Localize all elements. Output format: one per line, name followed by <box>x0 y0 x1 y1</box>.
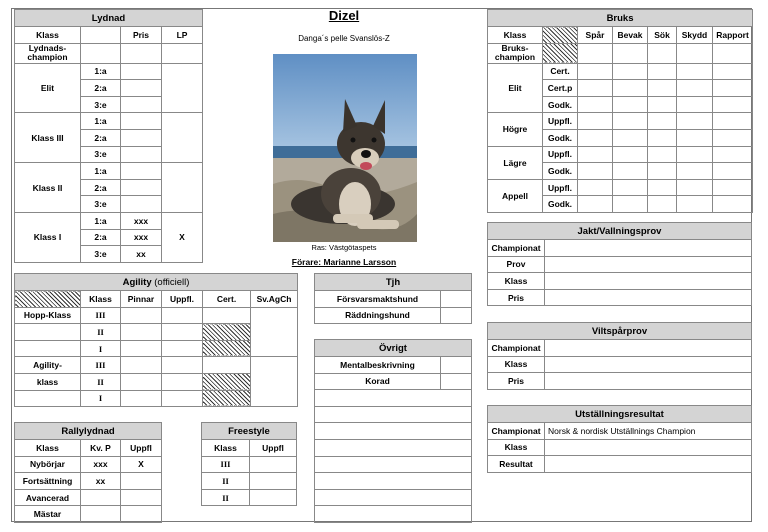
price-cell: xxx <box>121 229 162 246</box>
bruks-header-spar: Spår <box>578 27 613 44</box>
lydnad-header-klass: Klass <box>15 27 81 44</box>
ovrigt-row-korad: Korad <box>315 373 441 390</box>
bruks-header-sok: Sök <box>648 27 677 44</box>
price-cell <box>121 129 162 146</box>
level-label: II <box>202 489 250 506</box>
jakt-row-prov: Prov <box>488 256 545 273</box>
rally-row-label: Mästar <box>15 506 81 523</box>
rally-title: Rallylydnad <box>15 423 162 440</box>
freestyle-header-uppfl: Uppfl <box>250 440 297 457</box>
agility-title-text: Agility <box>122 276 152 288</box>
bruks-class-lagre: Lägre <box>488 146 543 179</box>
bruks-title: Bruks <box>488 10 753 27</box>
bruks-row-label: Cert. <box>543 63 578 80</box>
lydnad-champion-label: Lydnads- champion <box>15 43 81 63</box>
dog-handler: Förare: Marianne Larsson <box>291 257 397 267</box>
utstallning-title: Utställningsresultat <box>488 406 752 423</box>
bruks-row-label: Uppfl. <box>543 179 578 196</box>
rally-kvp-cell <box>81 489 121 506</box>
jakt-row-klass: Klass <box>488 273 545 290</box>
price-cell: xxx <box>121 212 162 229</box>
lydnad-header-lp: LP <box>162 27 203 44</box>
level-label: II <box>81 373 121 390</box>
price-cell <box>121 196 162 213</box>
agility-header-klass: Klass <box>81 291 121 308</box>
bruks-row-label: Godk. <box>543 96 578 113</box>
dog-photo-illustration <box>273 54 417 242</box>
lp-cell <box>162 113 203 163</box>
level-label: I <box>81 390 121 407</box>
lydnad-title: Lydnad <box>15 10 203 27</box>
bruks-header-skydd: Skydd <box>677 27 713 44</box>
price-cell <box>121 113 162 130</box>
level-label: III <box>81 357 121 374</box>
hatched-cell <box>543 27 578 44</box>
freestyle-section <box>201 422 297 506</box>
hatched-cell <box>203 390 251 407</box>
agility-hopp-label: Hopp-Klass <box>15 307 81 324</box>
level-label: 1:a <box>81 163 121 180</box>
price-cell <box>121 146 162 163</box>
lydnad-class-i: Klass I <box>15 212 81 262</box>
bruks-row-label: Uppfl. <box>543 113 578 130</box>
rally-row-label: Fortsättning <box>15 473 81 490</box>
agility-header-uppfl: Uppfl. <box>162 291 203 308</box>
jakt-row-pris: Pris <box>488 289 545 306</box>
utstallning-row-championat: Championat <box>488 423 545 440</box>
price-cell <box>121 179 162 196</box>
ovrigt-row-mental: Mentalbeskrivning <box>315 357 441 374</box>
lydnad-class-iii: Klass III <box>15 113 81 163</box>
rally-kvp-cell: xx <box>81 473 121 490</box>
agility-header-cert: Cert. <box>203 291 251 308</box>
lydnad-header-pris: Pris <box>121 27 162 44</box>
level-label: III <box>81 307 121 324</box>
vilt-section <box>487 322 752 390</box>
bruks-row-label: Uppfl. <box>543 146 578 163</box>
level-label: 1:a <box>81 212 121 229</box>
rally-kvp-cell <box>81 506 121 523</box>
lydnad-class-elit: Elit <box>15 63 81 113</box>
price-cell <box>121 63 162 80</box>
rally-header-kvp: Kv. P <box>81 440 121 457</box>
lydnad-section <box>14 9 202 263</box>
bruks-row-label: Godk. <box>543 196 578 213</box>
level-label: 1:a <box>81 63 121 80</box>
ovrigt-section <box>314 339 472 523</box>
bruks-class-elit: Elit <box>488 63 543 113</box>
freestyle-header-klass: Klass <box>202 440 250 457</box>
level-label: 1:a <box>81 113 121 130</box>
level-label: 2:a <box>81 229 121 246</box>
price-cell <box>121 80 162 97</box>
rally-uppfl-cell <box>121 473 162 490</box>
price-cell <box>121 163 162 180</box>
rally-uppfl-cell <box>121 506 162 523</box>
bruks-header-klass: Klass <box>488 27 543 44</box>
hatched-cell <box>543 43 578 63</box>
level-label: 2:a <box>81 179 121 196</box>
tjh-row-raddning: Räddningshund <box>315 307 441 324</box>
agility-header-pinnar: Pinnar <box>121 291 162 308</box>
rally-header-klass: Klass <box>15 440 81 457</box>
utstallning-section <box>487 405 752 473</box>
hatched-cell <box>203 373 251 390</box>
hatched-cell <box>203 324 251 341</box>
utstallning-row-resultat: Resultat <box>488 456 545 473</box>
agility-title <box>15 274 298 291</box>
level-label: 2:a <box>81 80 121 97</box>
level-label: II <box>81 324 121 341</box>
rally-row-label: Nybörjar <box>15 456 81 473</box>
level-label: 3:e <box>81 96 121 113</box>
ovrigt-title: Övrigt <box>315 340 472 357</box>
level-label: III <box>202 456 250 473</box>
bruks-row-label: Godk. <box>543 129 578 146</box>
tjh-row-forsvarsmakt: Försvarsmaktshund <box>315 291 441 308</box>
rally-section <box>14 422 161 523</box>
dog-full-name: Danga´s pelle Svanslös-Z <box>298 34 390 43</box>
jakt-row-championat: Championat <box>488 240 545 257</box>
bruks-section <box>487 9 752 213</box>
lp-cell: X <box>162 212 203 262</box>
level-label: 3:e <box>81 196 121 213</box>
level-label: 3:e <box>81 146 121 163</box>
lydnad-header-blank <box>81 27 121 44</box>
agility-header-svagch: Sv.AgCh <box>251 291 298 308</box>
rally-uppfl-cell <box>121 489 162 506</box>
agility-klass-label-2: klass <box>15 373 81 390</box>
price-cell: xx <box>121 246 162 263</box>
lp-cell <box>162 163 203 213</box>
bruks-header-rapport: Rapport <box>713 27 753 44</box>
level-label: II <box>202 473 250 490</box>
vilt-row-klass: Klass <box>488 356 545 373</box>
dog-photo <box>273 54 417 242</box>
dog-breed: Ras: Västgötaspets <box>311 243 377 252</box>
freestyle-title: Freestyle <box>202 423 297 440</box>
hatched-cell <box>15 291 81 308</box>
bruks-champion-label: Bruks- champion <box>488 43 543 63</box>
agility-klass-label: Agility- <box>15 357 81 374</box>
level-label: I <box>81 340 121 357</box>
rally-header-uppfl: Uppfl <box>121 440 162 457</box>
bruks-header-bevak: Bevak <box>613 27 648 44</box>
tjh-title: Tjh <box>315 274 472 291</box>
bruks-row-label: Cert.p <box>543 80 578 97</box>
level-label: 3:e <box>81 246 121 263</box>
rally-row-label: Avancerad <box>15 489 81 506</box>
bruks-class-hogre: Högre <box>488 113 543 146</box>
agility-title-suffix: (officiell) <box>154 276 190 288</box>
dog-name: Dizel <box>328 8 360 23</box>
utstallning-championat-value: Norsk & nordisk Utställnings Champion <box>545 423 752 440</box>
jakt-section <box>487 222 752 306</box>
tjh-section <box>314 273 472 324</box>
bruks-row-label: Godk. <box>543 163 578 180</box>
jakt-title: Jakt/Vallningsprov <box>488 223 752 240</box>
vilt-title: Viltspårprov <box>488 323 752 340</box>
level-label: 2:a <box>81 129 121 146</box>
agility-section <box>14 273 297 407</box>
lydnad-class-ii: Klass II <box>15 163 81 213</box>
hatched-cell <box>203 340 251 357</box>
price-cell <box>121 96 162 113</box>
bruks-class-appell: Appell <box>488 179 543 212</box>
rally-kvp-cell: xxx <box>81 456 121 473</box>
rally-uppfl-cell: X <box>121 456 162 473</box>
vilt-row-pris: Pris <box>488 373 545 390</box>
vilt-row-championat: Championat <box>488 340 545 357</box>
lp-cell <box>162 63 203 113</box>
utstallning-row-klass: Klass <box>488 439 545 456</box>
